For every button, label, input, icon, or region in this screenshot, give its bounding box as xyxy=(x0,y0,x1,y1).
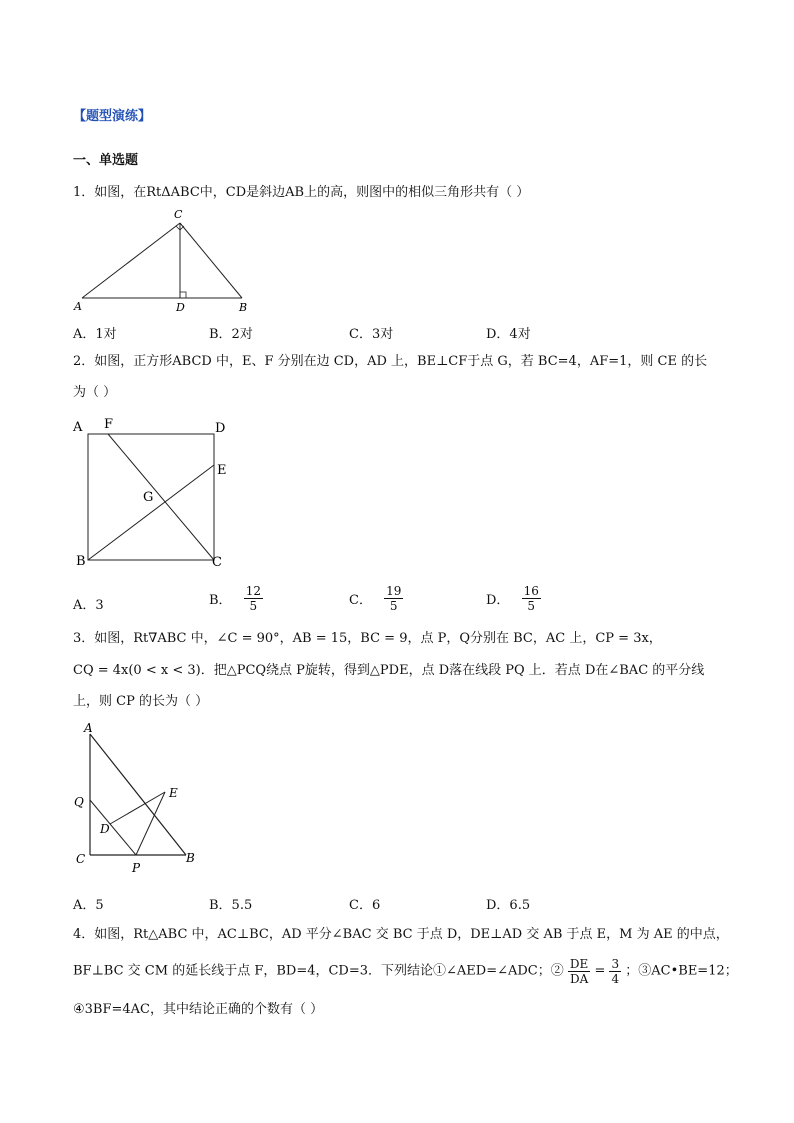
q3-option-c: C．6 xyxy=(349,898,381,913)
question-4-line-3: ④3BF=4AC，其中结论正确的个数有（ ） xyxy=(73,1002,324,1017)
q2-option-b: B． $\frac{12}{5}$ xyxy=(209,584,261,613)
fig3-label-b: B xyxy=(186,851,195,865)
q2-option-c: C． $\frac{19}{5}$ xyxy=(349,584,402,613)
fig3-label-a: A xyxy=(84,721,93,735)
question-2-line-2: 为（ ） xyxy=(73,385,117,400)
fig2-label-g: G xyxy=(143,490,154,505)
fig3-label-e: E xyxy=(169,786,178,800)
fig2-label-e: E xyxy=(217,463,227,478)
fig3-label-c: C xyxy=(76,852,86,866)
fig3-label-p: P xyxy=(132,861,141,875)
question-1-figure xyxy=(70,205,260,315)
fig1-label-d: D xyxy=(176,301,185,314)
q4-fraction-3-4: $\frac{3}{4}$ xyxy=(611,957,620,986)
fig2-label-b: B xyxy=(76,554,86,569)
fig2-label-c: C xyxy=(212,555,222,570)
question-3-line-3: 上，则 CP 的长为（ ） xyxy=(73,694,209,709)
section-title: 一、单选题 xyxy=(73,153,139,168)
fig2-label-f: F xyxy=(104,417,114,432)
question-4-line-1: 4．如图，Rt△ABC 中，AC⊥BC，AD 平分∠BAC 交 BC 于点 D，DE⊥AD 交 AB 于点 E，M 为 AE 的中点， xyxy=(73,927,729,942)
question-3-figure xyxy=(70,720,210,880)
question-3-line-2: CQ = 4x(0 < x < 3)．把△PCQ绕点 P旋转，得到△PDE，点 D落在线段 PQ 上．若点 D在∠BAC 的平分线 xyxy=(73,663,705,678)
q1-option-b: B．2对 xyxy=(209,327,253,342)
fig3-label-d: D xyxy=(100,822,110,836)
q4-fraction-de-da: $\frac{DE}{DA}$ xyxy=(569,957,589,986)
fig1-label-b: B xyxy=(239,301,248,314)
q1-option-a: A．1对 xyxy=(73,327,117,342)
q1-option-c: C．3对 xyxy=(349,327,394,342)
q3-option-a: A．5 xyxy=(73,898,104,913)
fig2-label-a: A xyxy=(73,420,83,435)
question-4-line-2: BF⊥BC 交 CM 的延长线于点 F，BD=4，CD=3．下列结论①∠AED=∠ADC；② $\frac{DE}{DA}$ = $\frac{3}{4}$ ；③AC•BE=12； xyxy=(73,957,738,986)
fig3-label-q: Q xyxy=(74,795,84,809)
q2-option-d: D． $\frac{16}{5}$ xyxy=(486,584,539,613)
q1-option-d: D．4对 xyxy=(486,327,531,342)
q2-option-a: A．3 xyxy=(73,598,104,613)
q3-option-b: B．5.5 xyxy=(209,898,253,913)
question-2-figure xyxy=(70,412,240,577)
section-tag: 【题型演练】 xyxy=(73,109,152,124)
fig1-label-c: C xyxy=(174,208,183,221)
fig1-label-a: A xyxy=(74,300,82,313)
question-1-text: 1．如图，在RtΔABC中，CD是斜边AB上的高，则图中的相似三角形共有（ ） xyxy=(73,185,530,200)
question-2-line-1: 2．如图，正方形ABCD 中，E、F 分别在边 CD，AD 上，BE⊥CF于点 G，若 BC=4，AF=1，则 CE 的长 xyxy=(73,354,708,369)
q3-option-d: D．6.5 xyxy=(486,898,531,913)
question-3-line-1: 3．如图，Rt∇ABC 中，∠C = 90°，AB = 15，BC = 9，点 P，Q分别在 BC，AC 上，CP = 3x， xyxy=(73,631,662,646)
fig2-label-d: D xyxy=(215,421,226,436)
